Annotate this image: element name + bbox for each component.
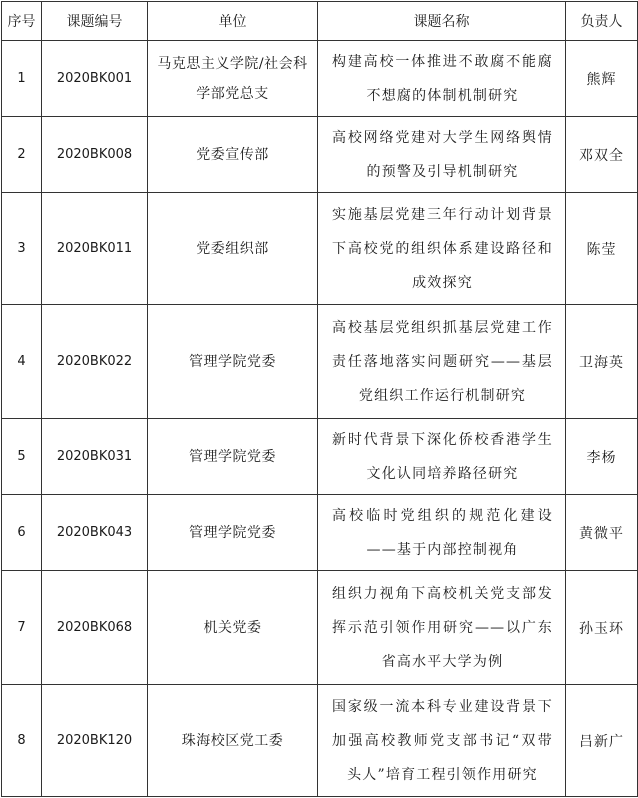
row-unit: 党委宣传部 bbox=[148, 117, 318, 193]
row-code: 2020BK043 bbox=[42, 495, 148, 571]
row-no: 6 bbox=[2, 495, 42, 571]
table-row bbox=[2, 685, 638, 797]
row-title: 实施基层党建三年行动计划背景下高校党的组织体系建设路径和成效探究 bbox=[318, 193, 566, 305]
table-row bbox=[2, 305, 638, 419]
row-title: 高校基层党组织抓基层党建工作责任落地落实问题研究——基层党组织工作运行机制研究 bbox=[318, 305, 566, 419]
row-code: 2020BK120 bbox=[42, 685, 148, 797]
row-title: 新时代背景下深化侨校香港学生文化认同培养路径研究 bbox=[318, 419, 566, 495]
row-unit: 管理学院党委 bbox=[148, 419, 318, 495]
row-code: 2020BK022 bbox=[42, 305, 148, 419]
table-header-row bbox=[2, 2, 638, 41]
header-code: 课题编号 bbox=[42, 2, 148, 41]
row-person: 李杨 bbox=[566, 419, 638, 495]
table-row bbox=[2, 495, 638, 571]
table-row bbox=[2, 117, 638, 193]
header-unit: 单位 bbox=[148, 2, 318, 41]
project-table bbox=[1, 1, 638, 797]
row-code: 2020BK068 bbox=[42, 571, 148, 685]
row-title: 构建高校一体推进不敢腐不能腐不想腐的体制机制研究 bbox=[318, 41, 566, 117]
row-unit: 珠海校区党工委 bbox=[148, 685, 318, 797]
row-unit: 管理学院党委 bbox=[148, 495, 318, 571]
table-row bbox=[2, 571, 638, 685]
row-unit: 管理学院党委 bbox=[148, 305, 318, 419]
row-title: 高校网络党建对大学生网络舆情的预警及引导机制研究 bbox=[318, 117, 566, 193]
row-no: 5 bbox=[2, 419, 42, 495]
row-unit: 机关党委 bbox=[148, 571, 318, 685]
row-code: 2020BK001 bbox=[42, 41, 148, 117]
row-person: 熊辉 bbox=[566, 41, 638, 117]
row-unit: 党委组织部 bbox=[148, 193, 318, 305]
row-person: 吕新广 bbox=[566, 685, 638, 797]
header-title: 课题名称 bbox=[318, 2, 566, 41]
row-no: 2 bbox=[2, 117, 42, 193]
row-person: 孙玉环 bbox=[566, 571, 638, 685]
table-row bbox=[2, 193, 638, 305]
header-person: 负责人 bbox=[566, 2, 638, 41]
row-no: 8 bbox=[2, 685, 42, 797]
row-title: 组织力视角下高校机关党支部发挥示范引领作用研究——以广东省高水平大学为例 bbox=[318, 571, 566, 685]
row-person: 邓双全 bbox=[566, 117, 638, 193]
row-title: 高校临时党组织的规范化建设——基于内部控制视角 bbox=[318, 495, 566, 571]
row-no: 7 bbox=[2, 571, 42, 685]
header-no: 序号 bbox=[2, 2, 42, 41]
row-no: 4 bbox=[2, 305, 42, 419]
row-person: 卫海英 bbox=[566, 305, 638, 419]
row-no: 3 bbox=[2, 193, 42, 305]
table-row bbox=[2, 419, 638, 495]
row-code: 2020BK031 bbox=[42, 419, 148, 495]
row-unit: 马克思主义学院/社会科学部党总支 bbox=[148, 41, 318, 117]
row-no: 1 bbox=[2, 41, 42, 117]
row-person: 黄微平 bbox=[566, 495, 638, 571]
row-title: 国家级一流本科专业建设背景下加强高校教师党支部书记“双带头人”培育工程引领作用研究 bbox=[318, 685, 566, 797]
row-code: 2020BK008 bbox=[42, 117, 148, 193]
row-person: 陈莹 bbox=[566, 193, 638, 305]
table-row bbox=[2, 41, 638, 117]
row-code: 2020BK011 bbox=[42, 193, 148, 305]
